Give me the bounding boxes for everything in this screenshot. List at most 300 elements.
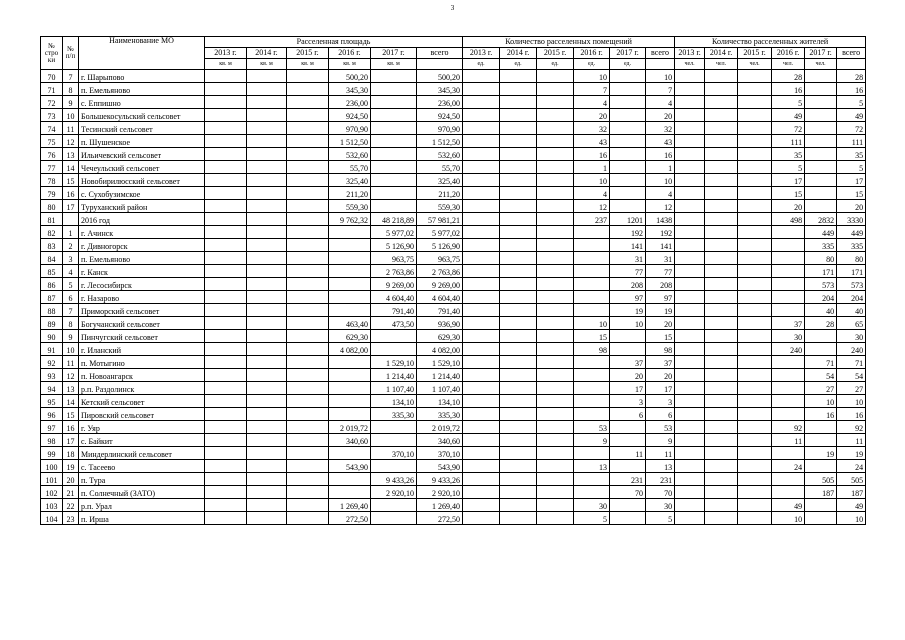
rooms-cell: [537, 213, 574, 226]
row-number: 79: [41, 187, 63, 200]
area-cell: [247, 460, 287, 473]
rooms-cell: [537, 96, 574, 109]
rooms-cell: [463, 135, 500, 148]
rooms-cell: [574, 473, 610, 486]
people-cell: 30: [837, 330, 866, 343]
people-cell: 24: [837, 460, 866, 473]
people-cell: [772, 486, 805, 499]
rooms-cell: [500, 434, 537, 447]
rooms-cell: [500, 135, 537, 148]
mo-name: 2016 год: [79, 213, 205, 226]
area-cell: 57 981,21: [417, 213, 463, 226]
rooms-cell: 16: [646, 148, 675, 161]
people-cell: 49: [772, 109, 805, 122]
mo-name: Пинчугский сельсовет: [79, 330, 205, 343]
area-cell: [329, 369, 371, 382]
people-cell: 49: [772, 499, 805, 512]
rooms-cell: 12: [646, 200, 675, 213]
people-cell: [675, 434, 705, 447]
header-unit: ед.: [537, 59, 574, 70]
rooms-cell: [500, 330, 537, 343]
mo-name: г. Канск: [79, 265, 205, 278]
area-cell: [329, 473, 371, 486]
rooms-cell: 77: [646, 265, 675, 278]
rooms-cell: [463, 70, 500, 83]
rooms-cell: [463, 395, 500, 408]
rooms-cell: [537, 291, 574, 304]
area-cell: 1 269,40: [329, 499, 371, 512]
area-cell: [205, 473, 247, 486]
mo-name: Большекосульский сельсовет: [79, 109, 205, 122]
area-cell: 924,50: [329, 109, 371, 122]
header-year: 2016 г.: [574, 48, 610, 59]
table-row: [41, 473, 866, 486]
people-cell: [705, 421, 738, 434]
rooms-cell: [610, 122, 646, 135]
area-cell: [287, 343, 329, 356]
people-cell: [675, 161, 705, 174]
area-cell: [371, 70, 417, 83]
people-cell: [772, 265, 805, 278]
area-cell: [247, 356, 287, 369]
header-group-area: Расселенная площадь: [205, 37, 463, 48]
rooms-cell: 208: [610, 278, 646, 291]
area-cell: 1 529,10: [417, 356, 463, 369]
rooms-cell: 6: [610, 408, 646, 421]
row-number: 89: [41, 317, 63, 330]
rooms-cell: [463, 382, 500, 395]
rooms-cell: 1: [574, 161, 610, 174]
people-cell: [705, 83, 738, 96]
people-cell: [675, 395, 705, 408]
area-cell: 1 529,10: [371, 356, 417, 369]
people-cell: [738, 512, 772, 525]
mo-name: п. Тура: [79, 473, 205, 486]
rooms-cell: 12: [574, 200, 610, 213]
area-cell: [329, 486, 371, 499]
rooms-cell: [537, 148, 574, 161]
area-cell: [287, 460, 329, 473]
people-cell: 49: [837, 109, 866, 122]
area-cell: 2 019,72: [417, 421, 463, 434]
people-cell: [675, 486, 705, 499]
people-cell: [705, 213, 738, 226]
rooms-cell: [463, 447, 500, 460]
area-cell: [371, 96, 417, 109]
header-year: 2013 г.: [205, 48, 247, 59]
rooms-cell: [463, 96, 500, 109]
area-cell: 211,20: [329, 187, 371, 200]
header-unit: ед.: [610, 59, 646, 70]
people-cell: [705, 486, 738, 499]
area-cell: 5 126,90: [417, 239, 463, 252]
rooms-cell: [500, 447, 537, 460]
pp-number: 12: [63, 135, 79, 148]
table-row: [41, 291, 866, 304]
people-cell: 5: [837, 96, 866, 109]
rooms-cell: [500, 382, 537, 395]
people-cell: [675, 473, 705, 486]
area-cell: [329, 252, 371, 265]
pp-number: 21: [63, 486, 79, 499]
rooms-cell: 10: [574, 70, 610, 83]
area-cell: [371, 135, 417, 148]
rooms-cell: [610, 135, 646, 148]
rooms-cell: 43: [574, 135, 610, 148]
row-number: 88: [41, 304, 63, 317]
people-cell: 71: [837, 356, 866, 369]
people-cell: [772, 226, 805, 239]
rooms-cell: 231: [610, 473, 646, 486]
area-cell: [287, 330, 329, 343]
area-cell: [247, 187, 287, 200]
rooms-cell: 20: [574, 109, 610, 122]
table-row: [41, 317, 866, 330]
pp-number: 11: [63, 122, 79, 135]
area-cell: [329, 408, 371, 421]
rooms-cell: [610, 460, 646, 473]
people-cell: 24: [772, 460, 805, 473]
people-cell: 573: [837, 278, 866, 291]
people-cell: [675, 278, 705, 291]
rooms-cell: [500, 83, 537, 96]
area-cell: [247, 252, 287, 265]
rooms-cell: [500, 317, 537, 330]
people-cell: [738, 252, 772, 265]
table-body: [41, 70, 866, 525]
people-cell: [705, 512, 738, 525]
people-cell: [705, 434, 738, 447]
rooms-cell: [537, 408, 574, 421]
rooms-cell: [610, 96, 646, 109]
rooms-cell: [610, 330, 646, 343]
header-year: 2017 г.: [805, 48, 837, 59]
rooms-cell: [537, 330, 574, 343]
area-cell: [287, 187, 329, 200]
rooms-cell: [463, 343, 500, 356]
header-unit: [417, 59, 463, 70]
area-cell: 272,50: [329, 512, 371, 525]
people-cell: [738, 395, 772, 408]
rooms-cell: [537, 226, 574, 239]
people-cell: [705, 278, 738, 291]
rooms-cell: 4: [574, 96, 610, 109]
header-unit: чел.: [805, 59, 837, 70]
rooms-cell: [463, 460, 500, 473]
rooms-cell: [574, 356, 610, 369]
rooms-cell: 15: [574, 330, 610, 343]
rooms-cell: [500, 239, 537, 252]
area-cell: [329, 447, 371, 460]
people-cell: [705, 200, 738, 213]
rooms-cell: [610, 174, 646, 187]
people-cell: [738, 447, 772, 460]
page-number: 3: [450, 4, 455, 12]
area-cell: [329, 382, 371, 395]
row-number: 96: [41, 408, 63, 421]
people-cell: [738, 200, 772, 213]
area-cell: [287, 122, 329, 135]
rooms-cell: [500, 252, 537, 265]
rooms-cell: 1201: [610, 213, 646, 226]
area-cell: [247, 213, 287, 226]
people-cell: 240: [772, 343, 805, 356]
people-cell: [705, 382, 738, 395]
area-cell: [247, 486, 287, 499]
area-cell: [205, 148, 247, 161]
rooms-cell: [537, 265, 574, 278]
area-cell: [247, 135, 287, 148]
rooms-cell: 5: [574, 512, 610, 525]
people-cell: 80: [805, 252, 837, 265]
people-cell: 111: [772, 135, 805, 148]
pp-number: 14: [63, 395, 79, 408]
area-cell: [371, 161, 417, 174]
rooms-cell: 17: [646, 382, 675, 395]
people-cell: [675, 304, 705, 317]
table-row: [41, 343, 866, 356]
row-number: 75: [41, 135, 63, 148]
people-cell: 71: [805, 356, 837, 369]
rooms-cell: 37: [646, 356, 675, 369]
mo-name: г. Шарыпово: [79, 70, 205, 83]
rooms-cell: 11: [646, 447, 675, 460]
people-cell: [738, 278, 772, 291]
area-cell: 2 019,72: [329, 421, 371, 434]
rooms-cell: 192: [646, 226, 675, 239]
rooms-cell: [463, 512, 500, 525]
area-cell: [329, 265, 371, 278]
pp-number: 9: [63, 330, 79, 343]
people-cell: [705, 408, 738, 421]
area-cell: [287, 83, 329, 96]
table-row: [41, 161, 866, 174]
area-cell: 9 269,00: [417, 278, 463, 291]
header-year: 2015 г.: [287, 48, 329, 59]
area-cell: 629,30: [417, 330, 463, 343]
people-cell: 335: [837, 239, 866, 252]
area-cell: 335,30: [417, 408, 463, 421]
area-cell: [205, 109, 247, 122]
area-cell: [287, 213, 329, 226]
area-cell: [329, 356, 371, 369]
area-cell: 345,30: [417, 83, 463, 96]
rooms-cell: 19: [646, 304, 675, 317]
area-cell: 5 126,90: [371, 239, 417, 252]
people-cell: 72: [772, 122, 805, 135]
header-year: 2014 г.: [705, 48, 738, 59]
people-cell: [738, 356, 772, 369]
table-row: [41, 252, 866, 265]
people-cell: [705, 96, 738, 109]
area-cell: [371, 512, 417, 525]
rooms-cell: [463, 213, 500, 226]
rooms-cell: 53: [646, 421, 675, 434]
area-cell: [205, 83, 247, 96]
rooms-cell: 17: [610, 382, 646, 395]
area-cell: 55,70: [417, 161, 463, 174]
rooms-cell: 4: [646, 187, 675, 200]
people-cell: [675, 421, 705, 434]
people-cell: 449: [837, 226, 866, 239]
people-cell: [705, 369, 738, 382]
area-cell: [287, 317, 329, 330]
people-cell: [675, 356, 705, 369]
area-cell: 4 604,40: [417, 291, 463, 304]
people-cell: [705, 161, 738, 174]
rooms-cell: [537, 83, 574, 96]
area-cell: [287, 96, 329, 109]
area-cell: 48 218,89: [371, 213, 417, 226]
area-cell: [247, 96, 287, 109]
area-cell: [247, 161, 287, 174]
area-cell: [205, 226, 247, 239]
area-cell: [205, 96, 247, 109]
area-cell: [247, 109, 287, 122]
people-cell: 204: [837, 291, 866, 304]
rooms-cell: 13: [574, 460, 610, 473]
row-number: 73: [41, 109, 63, 122]
rooms-cell: [537, 187, 574, 200]
pp-number: 14: [63, 161, 79, 174]
area-cell: [205, 174, 247, 187]
people-cell: 40: [837, 304, 866, 317]
rooms-cell: [500, 421, 537, 434]
table-row: [41, 460, 866, 473]
area-cell: [247, 421, 287, 434]
people-cell: 498: [772, 213, 805, 226]
area-cell: [287, 174, 329, 187]
mo-name: п. Емельяново: [79, 252, 205, 265]
mo-name: Чечеульский сельсовет: [79, 161, 205, 174]
area-cell: 370,10: [417, 447, 463, 460]
table-row: [41, 226, 866, 239]
area-cell: [205, 317, 247, 330]
rooms-cell: [500, 486, 537, 499]
rooms-cell: [463, 200, 500, 213]
mo-name: г. Назарово: [79, 291, 205, 304]
rooms-cell: [537, 70, 574, 83]
rooms-cell: [500, 304, 537, 317]
people-cell: [738, 421, 772, 434]
area-cell: 4 082,00: [329, 343, 371, 356]
area-cell: 55,70: [329, 161, 371, 174]
rooms-cell: [610, 187, 646, 200]
people-cell: [805, 70, 837, 83]
area-cell: 463,40: [329, 317, 371, 330]
people-cell: 111: [837, 135, 866, 148]
table-row: [41, 434, 866, 447]
area-cell: 236,00: [417, 96, 463, 109]
area-cell: [205, 512, 247, 525]
rooms-cell: [537, 343, 574, 356]
table-row: [41, 187, 866, 200]
people-cell: [675, 265, 705, 278]
people-cell: 505: [837, 473, 866, 486]
area-cell: 5 977,02: [417, 226, 463, 239]
rooms-cell: [537, 486, 574, 499]
rooms-cell: 10: [610, 317, 646, 330]
mo-name: п. Емельяново: [79, 83, 205, 96]
area-cell: [205, 70, 247, 83]
people-cell: 37: [772, 317, 805, 330]
people-cell: [738, 408, 772, 421]
area-cell: [247, 343, 287, 356]
row-number: 102: [41, 486, 63, 499]
area-cell: [205, 213, 247, 226]
rooms-cell: [537, 460, 574, 473]
mo-name: Богучанский сельсовет: [79, 317, 205, 330]
people-cell: [772, 239, 805, 252]
rooms-cell: [537, 369, 574, 382]
people-cell: [772, 447, 805, 460]
rooms-cell: 70: [646, 486, 675, 499]
area-cell: [205, 460, 247, 473]
pp-number: 9: [63, 96, 79, 109]
header-year: 2014 г.: [247, 48, 287, 59]
people-cell: [772, 304, 805, 317]
pp-number: 15: [63, 174, 79, 187]
rooms-cell: [537, 200, 574, 213]
mo-name: г. Иланский: [79, 343, 205, 356]
area-cell: [287, 499, 329, 512]
area-cell: [287, 252, 329, 265]
people-cell: [738, 330, 772, 343]
rooms-cell: [500, 213, 537, 226]
rooms-cell: [574, 395, 610, 408]
table-row: [41, 174, 866, 187]
area-cell: [247, 239, 287, 252]
people-cell: [675, 252, 705, 265]
rooms-cell: [500, 395, 537, 408]
area-cell: [287, 486, 329, 499]
people-cell: [675, 200, 705, 213]
area-cell: 236,00: [329, 96, 371, 109]
rooms-cell: 98: [646, 343, 675, 356]
area-cell: [247, 330, 287, 343]
row-number: 91: [41, 343, 63, 356]
people-cell: 20: [837, 200, 866, 213]
rooms-cell: 231: [646, 473, 675, 486]
area-cell: 1 214,40: [371, 369, 417, 382]
people-cell: 16: [805, 408, 837, 421]
area-cell: 4 082,00: [417, 343, 463, 356]
rooms-cell: 208: [646, 278, 675, 291]
mo-name: г. Уяр: [79, 421, 205, 434]
row-number: 80: [41, 200, 63, 213]
pp-number: 23: [63, 512, 79, 525]
pp-number: 22: [63, 499, 79, 512]
rooms-cell: [463, 330, 500, 343]
people-cell: 20: [772, 200, 805, 213]
pp-number: 17: [63, 200, 79, 213]
area-cell: 970,90: [417, 122, 463, 135]
table-row: [41, 304, 866, 317]
mo-name: с. Тасеево: [79, 460, 205, 473]
table-row: [41, 70, 866, 83]
people-cell: [738, 109, 772, 122]
pp-number: 8: [63, 83, 79, 96]
pp-number: 11: [63, 356, 79, 369]
header-row-groups: [41, 37, 866, 48]
rooms-cell: [463, 317, 500, 330]
people-cell: [738, 434, 772, 447]
people-cell: [705, 109, 738, 122]
pp-number: 19: [63, 460, 79, 473]
table-row: [41, 239, 866, 252]
mo-name: г. Лесосибирск: [79, 278, 205, 291]
area-cell: 1 214,40: [417, 369, 463, 382]
